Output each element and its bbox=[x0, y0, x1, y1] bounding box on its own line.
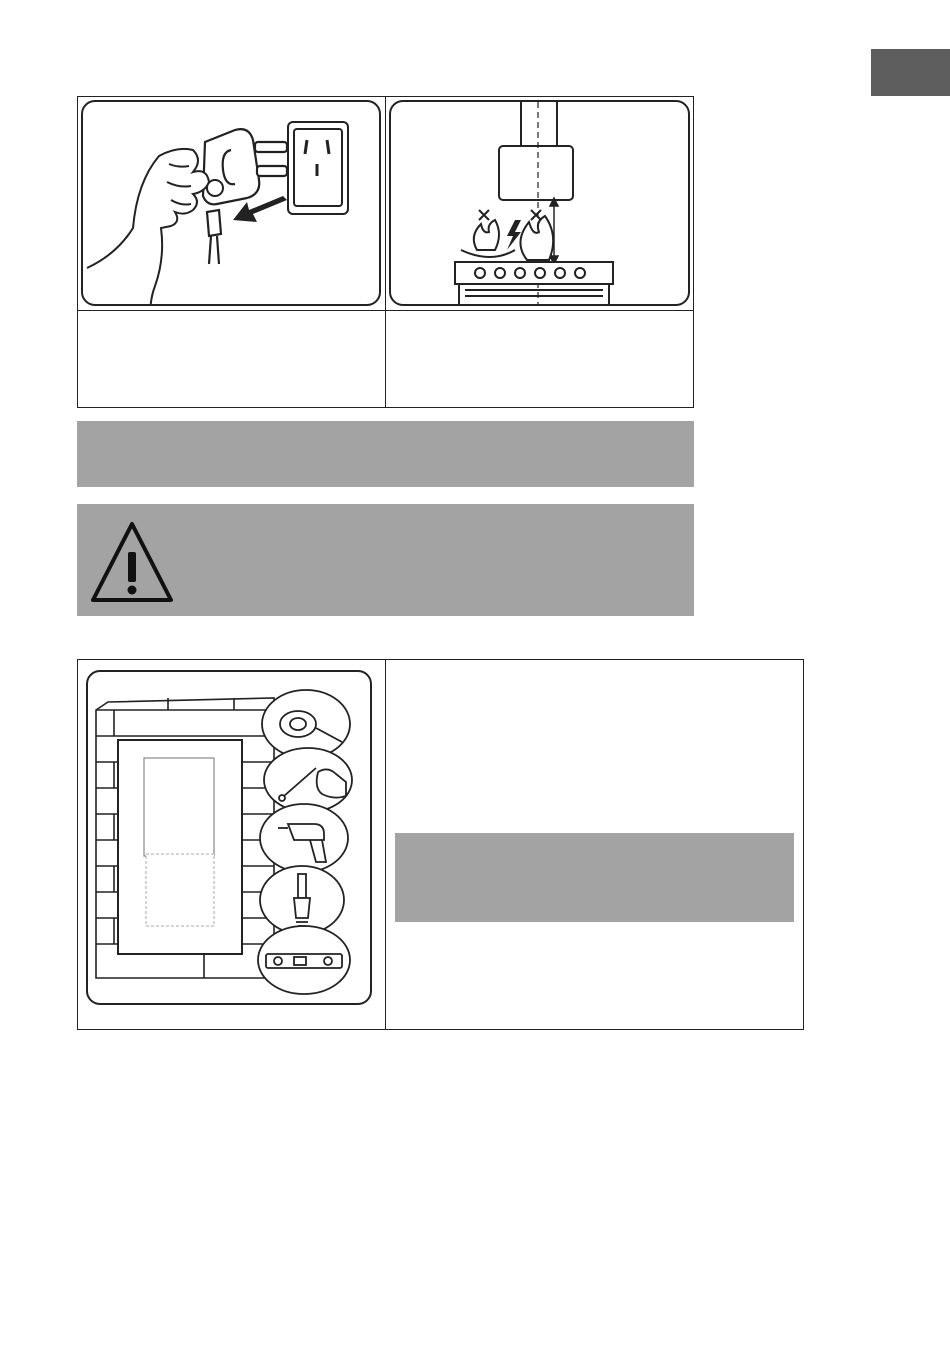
warning-triangle-icon bbox=[87, 510, 177, 614]
stove-icon bbox=[455, 262, 613, 304]
mounting-illustration bbox=[86, 670, 372, 1005]
wall-plug-icon bbox=[260, 866, 344, 934]
brick-wall-icon bbox=[96, 698, 274, 978]
cross-icon bbox=[479, 210, 541, 220]
socket-icon bbox=[288, 122, 348, 214]
table-row-divider bbox=[77, 310, 694, 311]
warning-bar bbox=[77, 504, 694, 616]
pencil-hand-icon bbox=[264, 748, 352, 812]
language-tab bbox=[871, 49, 950, 96]
table-divider bbox=[385, 96, 386, 408]
drill-icon bbox=[260, 804, 348, 872]
hand-icon bbox=[87, 149, 223, 304]
spirit-level-icon bbox=[258, 926, 350, 994]
note-bar bbox=[77, 421, 694, 487]
hood-height-illustration bbox=[389, 100, 690, 306]
unplug-illustration bbox=[81, 100, 381, 306]
lightning-icon bbox=[507, 220, 521, 250]
bottom-table-divider bbox=[385, 659, 386, 1030]
mounting-note-bar bbox=[395, 833, 794, 922]
flame-icon bbox=[461, 216, 553, 260]
hood-icon bbox=[499, 102, 573, 200]
